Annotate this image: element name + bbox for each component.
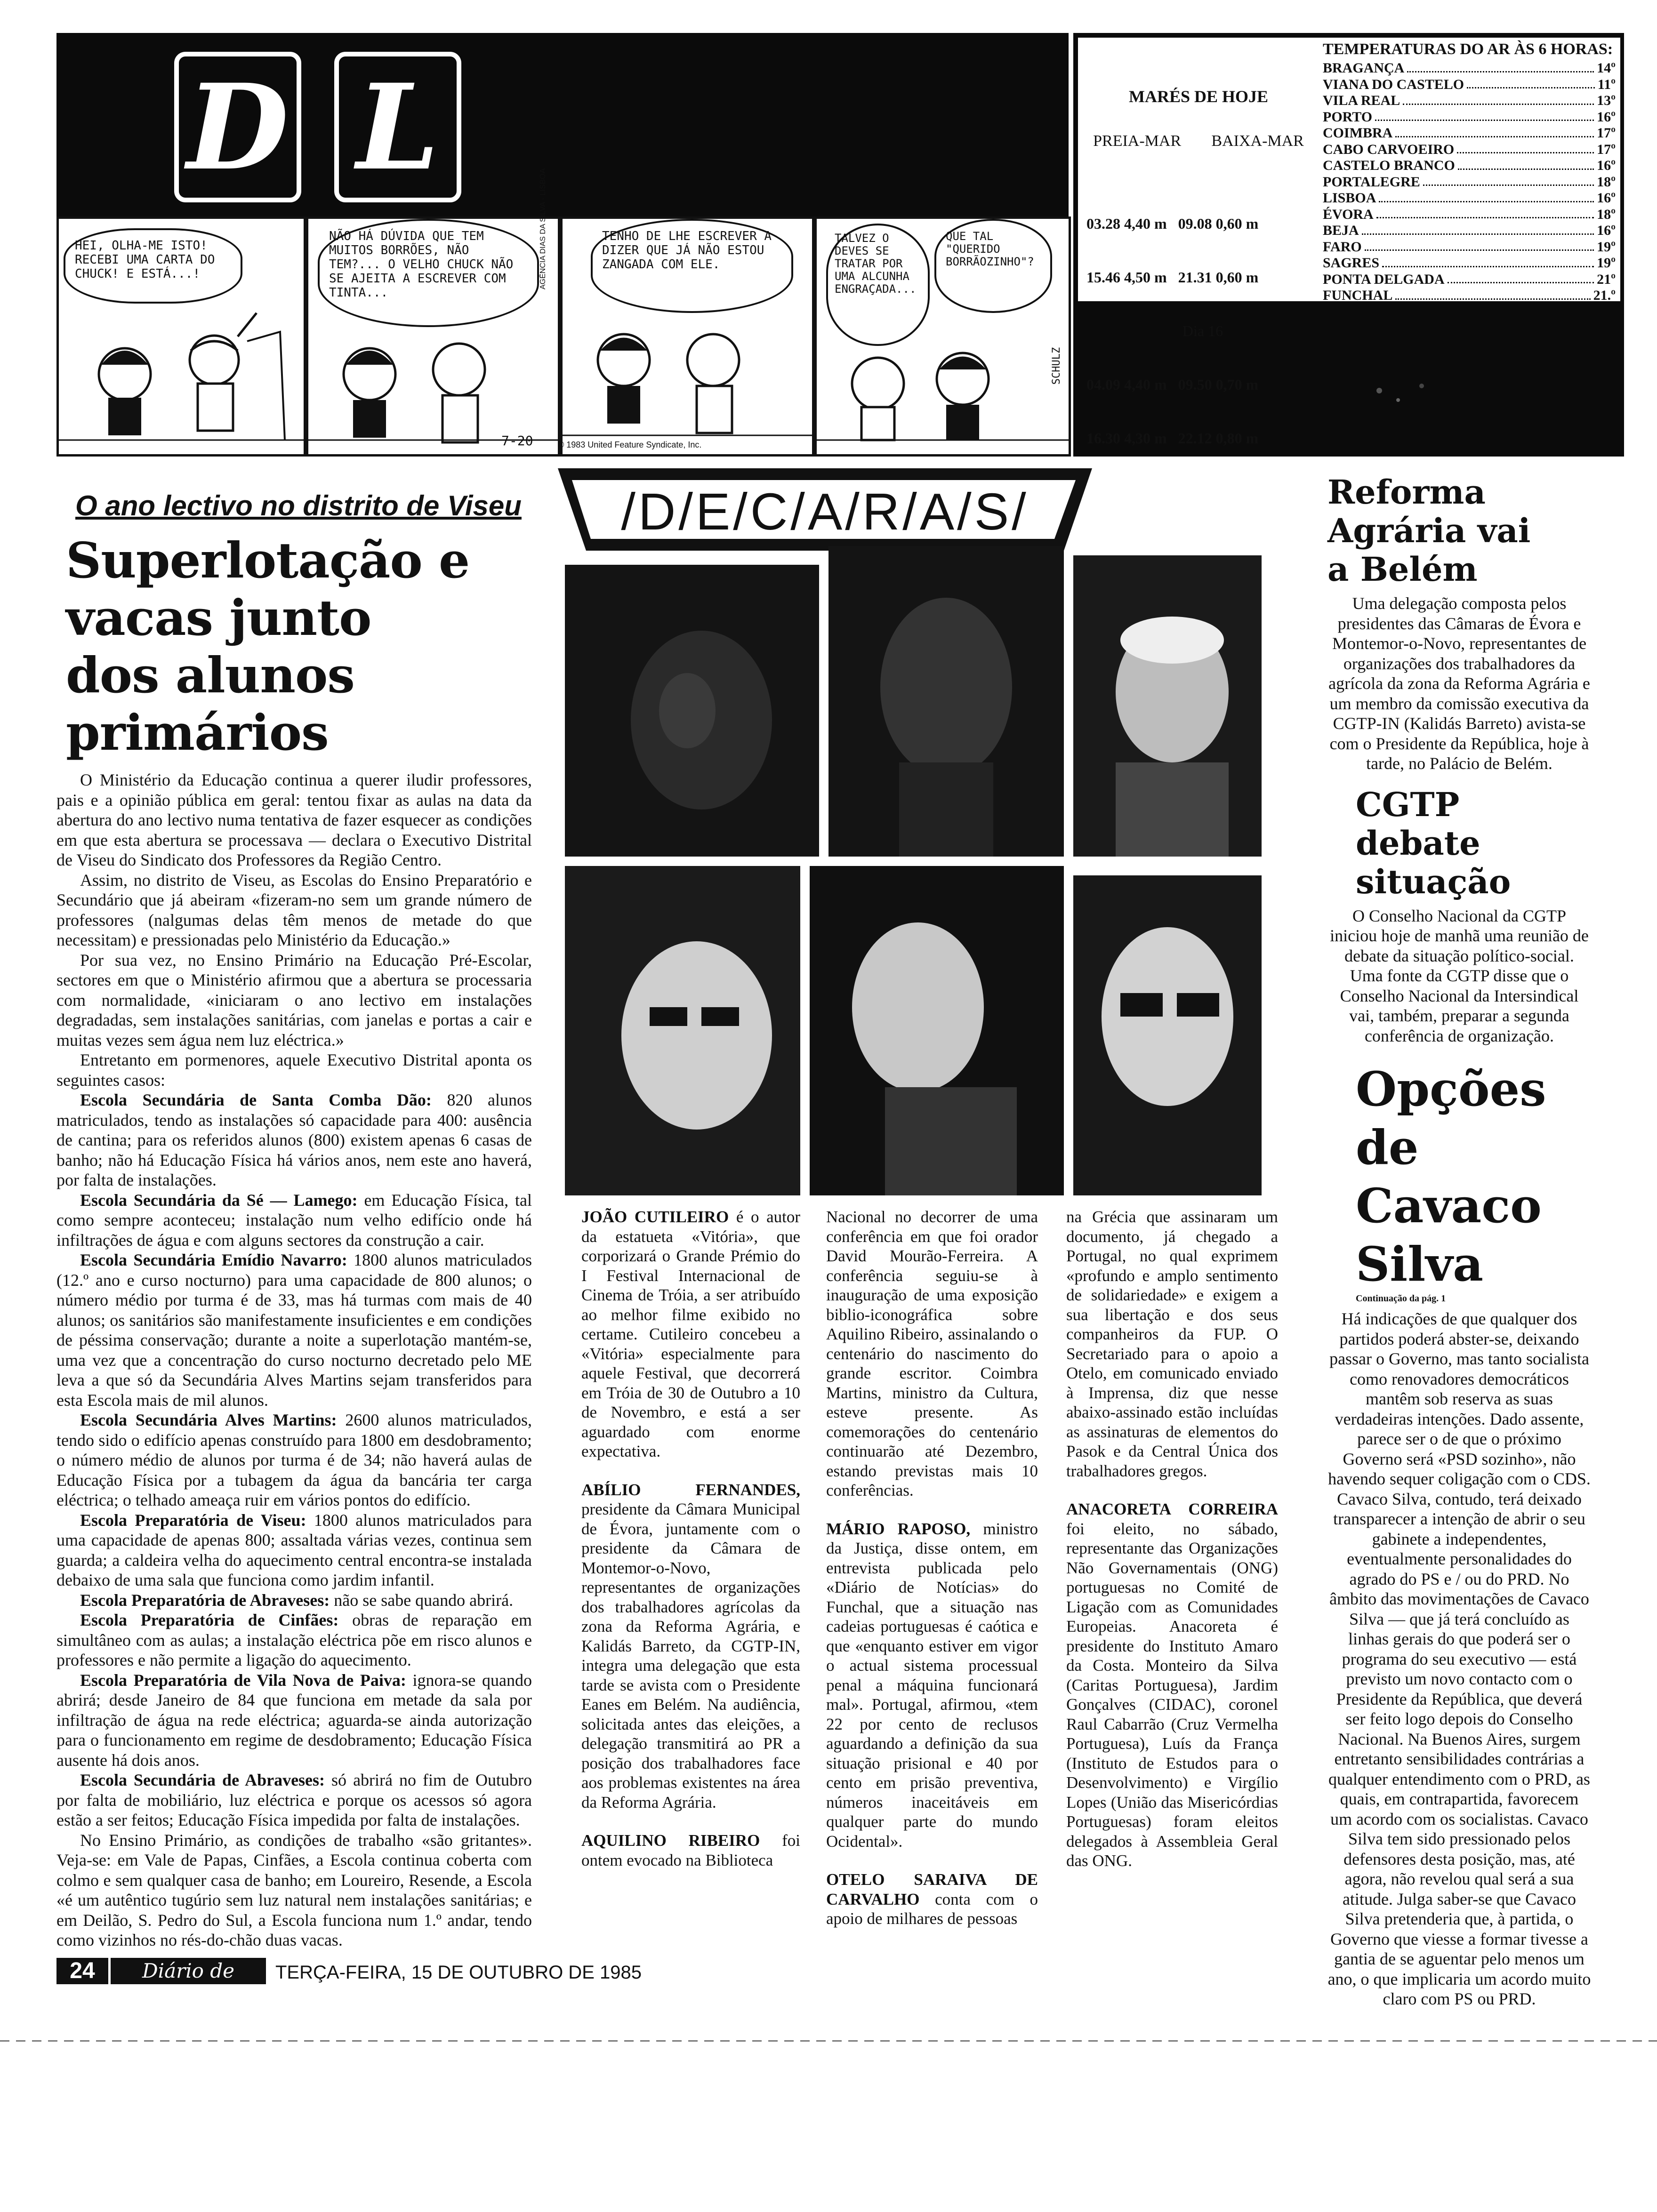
temperature-row <box>1323 223 1616 239</box>
page-number: 24 <box>56 1958 108 1984</box>
reforma-agraria-headline: Reforma Agrária vai a Belém <box>1327 473 1531 589</box>
page-footer <box>56 1958 1469 2009</box>
temperature-city: VILA REAL <box>1323 93 1400 108</box>
comic-drawing-1 <box>59 219 304 454</box>
case-name: Escola Preparatória de Viseu: <box>80 1510 306 1530</box>
decaras-item-lead: MÁRIO RAPOSO, <box>826 1519 971 1538</box>
case-paragraph <box>56 1410 532 1510</box>
temperature-city: BRAGANÇA <box>1323 60 1405 76</box>
decaras-item <box>1066 1207 1278 1481</box>
temperature-row <box>1323 174 1616 191</box>
case-paragraph <box>56 1190 532 1250</box>
article-headline-line1: Superlotação e vacas junto <box>66 531 470 647</box>
case-paragraph <box>56 1090 532 1190</box>
case-paragraph <box>56 1770 532 1830</box>
decaras-item-lead: OTELO SARAIVA DE CARVALHO <box>826 1870 1038 1908</box>
temperature-row <box>1323 239 1616 256</box>
case-text: ignora-se quando abrirá; desde Janeiro de 84 que funciona em metade da sala por infiltração de água na rede eléctrica; aguarda-se ainda autorização para o funcionamento em regime de desdobramento; Educação Física ausente há dois anos. <box>56 1670 532 1770</box>
temperature-leader-dots <box>1379 190 1594 202</box>
case-text: em Educação Física, tal como sempre aconteceu; instalação num velho edifício onde há infiltrações de água e com alguns sectores da construção a cair. <box>56 1190 532 1250</box>
temperature-leader-dots <box>1376 207 1594 219</box>
temperature-leader-dots <box>1365 239 1594 251</box>
comic-panel-2 <box>306 216 560 457</box>
temperature-value: 16º <box>1597 190 1616 206</box>
decaras-item <box>826 1870 1038 1929</box>
tides-col-high: PREIA-MAR <box>1093 132 1182 150</box>
comic-date: 7-20 <box>501 433 533 449</box>
decaras-item <box>826 1207 1038 1500</box>
decaras-item <box>1066 1499 1278 1871</box>
decaras-column-1 <box>581 1207 800 1870</box>
temperature-value: 16º <box>1597 158 1616 173</box>
temperature-row <box>1323 288 1616 304</box>
page-edge-rule <box>0 2040 1657 2042</box>
portrait-shape <box>810 866 1064 1195</box>
decaras-column-3 <box>1066 1207 1278 1871</box>
temperature-leader-dots <box>1467 77 1595 89</box>
case-text: 820 alunos matriculados, tendo as instalações só capacidade para 400: ausência de cantina; para os referidos alunos (800) existem apenas 6 casas de banho; não há Educação Física há vários anos, nem este ano haverá, por falta de instalações. <box>56 1090 532 1189</box>
temperatures-box <box>1319 38 1620 301</box>
temperature-value: 21º <box>1597 271 1616 287</box>
cavaco-headline: Opções de Cavaco Silva <box>1356 1061 1546 1292</box>
temperature-value: 13º <box>1597 93 1616 108</box>
temperature-row <box>1323 190 1616 207</box>
decaras-item-text: na Grécia que assinaram um documento, já chegado a Portugal, no qual exprimem «profundo e amplo sentimento de solidariedade» e exigem a sua libertação e dos seus companheiros da FUP. O Secretariado para o apoio a Otelo, em comunicado enviado à Imprensa, diz que nesse abaixo-assinado estão incluídas as assinaturas de elementos do Pasok e da Central Única dos trabalhadores gregos. <box>1066 1208 1278 1480</box>
comic-drawing-2 <box>308 219 558 454</box>
temperature-city: FUNCHAL <box>1323 288 1393 303</box>
case-name: Escola Preparatória de Abraveses: <box>80 1590 330 1610</box>
temperature-leader-dots <box>1423 174 1594 186</box>
temperature-row <box>1323 272 1616 288</box>
decaras-banner <box>558 468 1092 551</box>
portrait-photo-6 <box>1073 875 1262 1195</box>
temperature-city: PORTO <box>1323 109 1373 125</box>
tides-columns <box>1078 132 1319 151</box>
tides-title: MARÉS DE HOJE <box>1128 87 1269 106</box>
case-name: Escola Secundária Alves Martins: <box>80 1411 337 1429</box>
article-paragraph: Por sua vez, no Ensino Primário na Educação Pré-Escolar, sectores em que o Ministério afirmou que a abertura se processaria com normalidade, «iniciaram o ano lectivo em instalações degradadas, sem instalações sanitárias, com janelas e portas a cair e muitas vezes sem água nem luz eléctrica.» <box>56 950 532 1050</box>
temperature-value: 16º <box>1597 109 1616 125</box>
comic-panel-1 <box>56 216 306 457</box>
article-paragraph: O Ministério da Educação continua a querer iludir professores, pais e a opinião pública em geral: tentou fixar as aulas na data da abertura do ano lectivo numa tentativa de fazer esquecer as condições em que esta abertura se processava — declara o Executivo Distrital de Viseu do Sindicato dos Professores da Região Centro. <box>56 770 532 869</box>
decaras-item <box>581 1207 800 1461</box>
speech-bubble: TALVEZ O DEVES SE TRATAR POR UMA ALCUNHA ENGRAÇADA... <box>826 224 930 346</box>
temperature-leader-dots <box>1458 158 1594 170</box>
decaras-title: /D/E/C/A/R/A/S/ <box>621 483 1029 541</box>
portrait-shape <box>1073 875 1262 1195</box>
case-paragraph <box>56 1510 532 1590</box>
tides-row: 04.09 4,40 m 09.50 0,70 m <box>1086 376 1259 393</box>
temperature-city: ÉVORA <box>1323 206 1374 222</box>
temperature-leader-dots <box>1395 288 1590 300</box>
comic-panel-3 <box>539 168 814 457</box>
speech-bubble: HEI, OLHA-ME ISTO! RECEBI UMA CARTA DO CHUCK! E ESTÁ...! <box>64 228 242 304</box>
case-name: Escola Preparatória de Vila Nova de Paiva: <box>80 1670 406 1690</box>
decaras-item <box>826 1519 1038 1851</box>
temperature-leader-dots <box>1395 125 1594 137</box>
temperature-row <box>1323 93 1616 109</box>
cavaco-text: Há indicações de que qualquer dos partidos poderá abster-se, deixando passar o Governo, mas tanto socialista como renovadores democráticos mantêm sob reserva as suas verdadeiras intenções. Dado assente, parece ser o de que o próximo Governo será «PSD sozinho», não havendo sequer coligação com o CDS. Cavaco Silva, contudo, terá deixado transparecer a intenção de abrir o seu gabinete a independentes, eventualmente personalidades do agrado do PS e / ou do PRD. No âmbito das movimentações de Cavaco Silva — que já terá concluído as linhas gerais do que poderá ser o programa do seu executivo — está previsto um novo contacto com o Presidente da República, que deverá ser feito logo depois do Conselho Nacional. Na Buenos Aires, surgem entretanto sensibilidades contrárias a qualquer entendimento com o PRD, as quais, em contrapartida, favorecem um acordo com os socialistas. Cavaco Silva tem sido pressionado pelos defensores desta posição, mas, até agora, não revelou qual será a sua atitude. Julga saber-se que Cavaco Silva pretenderia que, à partida, o Governo que viesse a formar tivesse a gantia de se aguentar pelo menos um ano, o que implicaria um acordo muito claro com PS ou PRD. <box>1327 1309 1591 2008</box>
case-paragraph <box>56 1590 532 1611</box>
temperature-city: LISBOA <box>1323 190 1376 206</box>
case-text: só abrirá no fim de Outubro por falta de mobiliário, luz eléctrica e porque os acessos só agora estão a ser feitos; Educação Física impedida por falta de instalações. <box>56 1771 532 1829</box>
newspaper-name: Diário de Lisboa <box>111 1958 266 1984</box>
decaras-item-lead: JOÃO CUTILEIRO <box>581 1208 729 1226</box>
temperature-value: 19º <box>1597 255 1616 271</box>
decaras-item-text: ministro da Justiça, disse ontem, em entrevista publicada pelo «Diário de Notícias» do Funchal, que a situação nas cadeias portuguesas é caótica e que «enquanto estiver em vigor o actual sistema processual penal a máquina funcionará mal». Portugal, afirmou, «tem 22 por cento de reclusos aguardando a definição da sua situação prisional e 40 por cento em prisão preventiva, números inaceitáveis em qualquer parte do mundo Ocidental». <box>826 1519 1038 1851</box>
temperature-leader-dots <box>1448 272 1594 284</box>
comic-drawing-3 <box>563 219 812 454</box>
temperature-leader-dots <box>1457 142 1594 154</box>
tides-row: 15.46 4,50 m 21.31 0,60 m <box>1086 269 1259 286</box>
cgtp-headline: CGTP debate situação <box>1356 785 1511 901</box>
temperature-row <box>1323 125 1616 142</box>
portrait-photo-3 <box>1073 555 1262 857</box>
temperature-leader-dots <box>1403 93 1594 105</box>
temperature-city: PORTALEGRE <box>1323 174 1420 190</box>
case-text: 1800 alunos matriculados para uma capacidade de apenas 800; assaltada várias vezes, continua sem guarda; a caldeira velha do aquecimento central encontra-se instalada debaixo de uma sala que funciona como jardim infantil. <box>56 1510 532 1589</box>
temperature-city: SAGRES <box>1323 255 1380 271</box>
portrait-photo-2 <box>828 546 1064 857</box>
comic-signature: SCHULZ <box>1051 347 1063 385</box>
decaras-item <box>581 1831 800 1870</box>
case-paragraph <box>56 1670 532 1771</box>
comic-drawing-4 <box>817 219 1071 454</box>
temperature-value: 18º <box>1597 174 1616 190</box>
article-kicker: O ano lectivo no distrito de Viseu <box>75 490 522 521</box>
temperature-city: CASTELO BRANCO <box>1323 158 1455 173</box>
temperature-value: 18º <box>1597 206 1616 222</box>
portrait-shape <box>565 565 819 857</box>
decaras-item <box>581 1480 800 1812</box>
temperature-leader-dots <box>1382 255 1594 267</box>
comic-strip <box>56 168 1071 457</box>
portrait-photo-5 <box>810 866 1064 1195</box>
portrait-shape <box>828 546 1064 857</box>
portrait-shape <box>565 866 800 1195</box>
case-paragraph <box>56 1610 532 1670</box>
speech-bubble: NÃO HÁ DÚVIDA QUE TEM MUITOS BORRÕES, NÃO TEM?... O VELHO CHUCK NÃO SE AJEITA A ESCREVER COM TINTA... <box>318 219 539 327</box>
comic-agency <box>539 168 547 289</box>
decaras-item-text: conta com o apoio de milhares de pessoas <box>826 1890 1038 1928</box>
temperature-row <box>1323 60 1616 77</box>
article-body <box>56 770 532 1950</box>
temperature-row <box>1323 158 1616 174</box>
cgtp-text-1: O Conselho Nacional da CGTP iniciou hoje de manhã uma reunião de debate da situação político-social. <box>1330 906 1589 965</box>
comic-panel-4 <box>814 216 1071 457</box>
article-viseu <box>56 489 532 1950</box>
case-text: não se sabe quando abrirá. <box>334 1590 514 1610</box>
temperature-city: CABO CARVOEIRO <box>1323 141 1455 157</box>
temperature-row <box>1323 207 1616 223</box>
portrait-shape <box>1073 555 1262 857</box>
decaras-column-2 <box>826 1207 1038 1929</box>
decaras-item-text: é o autor da estatueta «Vitória», que corporizará o Grande Prémio do I Festival Internacional de Cinema de Tróia, a ser atribuído ao melhor filme exibido no certame. Cutileiro concebeu a «Vitória» especialmente para aquele Festival, que decorrerá em Tróia de 30 de Outubro a 10 de Novembro, e está a ser aguardado com enorme expectativa. <box>581 1208 801 1460</box>
temperature-city: VIANA DO CASTELO <box>1323 76 1464 92</box>
weather-box <box>1073 33 1624 457</box>
masthead <box>56 33 1069 219</box>
decaras-item-lead: ANACORETA CORREIRA <box>1066 1500 1278 1518</box>
comic-agency-text: AGÊNCIA DIAS DA SILVA - LISBOA <box>539 168 547 289</box>
case-name: Escola Secundária de Abraveses: <box>80 1771 325 1789</box>
tides-box <box>1078 38 1319 447</box>
temperature-city: COIMBRA <box>1323 125 1393 141</box>
temperature-city: PONTA DELGADA <box>1323 271 1445 287</box>
temperature-leader-dots <box>1362 223 1594 235</box>
temperature-row <box>1323 255 1616 272</box>
temperature-value: 17º <box>1597 141 1616 157</box>
issue-date: TERÇA-FEIRA, 15 DE OUTUBRO DE 1985 <box>275 1962 642 1983</box>
cavaco-continuation: Continuação da pág. 1 <box>1356 1293 1446 1304</box>
tides-col-low: BAIXA-MAR <box>1211 132 1304 150</box>
case-name: Escola Secundária da Sé — Lamego: <box>80 1190 358 1210</box>
temperature-city: FARO <box>1323 239 1362 255</box>
logo-d: D <box>174 52 301 202</box>
temperature-value: 11º <box>1597 76 1616 92</box>
temperature-row <box>1323 142 1616 158</box>
case-name: Escola Secundária de Santa Comba Dão: <box>80 1090 432 1109</box>
case-paragraph <box>56 1250 532 1410</box>
tides-table <box>1078 179 1319 483</box>
temperatures-title: TEMPERATURAS DO AR ÀS 6 HORAS: <box>1323 40 1613 58</box>
decaras-item-text: presidente da Câmara Municipal de Évora, juntamente com o presidente da Câmara de Montemor-o-Novo, representantes de organizações dos trabalhadores agrícolas da zona da Reforma Agrária, e Kalidás Barreto, da CGTP-IN, integra uma delegação que esta tarde se avista com o Presidente Eanes em Belém. Na audiência, solicitada antes das eleições, a delegação transmitirá ao PR a posição dos trabalhadores face aos problemas existentes na área da Reforma Agrária. <box>581 1500 800 1811</box>
article-paragraph: Assim, no distrito de Viseu, as Escolas do Ensino Preparatório e Secundário que já abeiram «fizeram-no sem um grande número de professores (nalgumas delas têm menos de metade do que necessitam) e pressionadas pelo Ministério da Educação.» <box>56 870 532 949</box>
case-name: Escola Secundária Emídio Navarro: <box>80 1250 347 1269</box>
tides-row: 03.28 4,40 m 09.08 0,60 m <box>1086 215 1259 232</box>
reforma-agraria-text: Uma delegação composta pelos presidentes das Câmaras de Évora e Montemor-o-Novo, representantes de organizações dos trabalhadores da agrícola da zona da Reforma Agrária e um membro da comissão executiva da CGTP-IN (Kalidás Barreto) avista-se com o Presidente da República, hoje à tarde, no Palácio de Belém. <box>1328 594 1590 773</box>
logo-l: L <box>334 52 461 202</box>
speech-bubble: QUE TAL "QUERIDO BORRÃOZINHO"? <box>934 219 1052 313</box>
case-text: 2600 alunos matriculados, tendo sido o edifício apenas construído para 1800 em desdobramento; o número médio de alunos por turma é de 34; não haverá aulas de Educação Física por a tubagem da água da bancária ter carga eléctrica; o telhado ameaça ruir em vários pontos do edifício. <box>56 1411 532 1509</box>
decaras-item-text: foi eleito, no sábado, representante das Organizações Não Governamentais (ONG) portuguesas no Comité de Ligação com as Comunidades Europeias. Anacoreta é presidente do Instituto Amaro da Costa. Monteiro da Silva (Caritas Portuguesa), Jardim Gonçalves (CIDAC), coronel Raul Cabarrão (Cruz Vermelha Portuguesa), Luís da França (Instituto de Estudos para o Desenvolvimento) e Virgílio Lopes (União das Misericórdias Portuguesas) foram eleitos delegados à Assembleia Geral das ONG. <box>1066 1519 1278 1870</box>
temperature-value: 21.º <box>1593 288 1616 303</box>
tides-row: Dia 16 <box>1182 322 1223 339</box>
comic-copyright: © 1983 United Feature Syndicate, Inc. <box>558 440 702 449</box>
temperature-row <box>1323 109 1616 126</box>
speech-bubble: TENHO DE LHE ESCREVER A DIZER QUE JÁ NÃO ESTOU ZANGADA COM ELE. <box>591 219 793 313</box>
temperature-value: 14º <box>1597 60 1616 76</box>
temperature-value: 16º <box>1597 223 1616 238</box>
temperature-leader-dots <box>1407 60 1594 72</box>
article-paragraph: No Ensino Primário, as condições de trabalho «são gritantes». Veja-se: em Vale de Papas, Cinfães, a Escola continua coberta com colmo e sem qualquer casa de banho; em Loureiro, Resende, a Escola «é um autêntico tugúrio sem luz natural nem instalações sanitárias; e em Deilão, S. Pedro do Sul, a Escola funciona num 1.º andar, tendo como vizinhos no rés-do-chão duas vacas. <box>56 1830 532 1949</box>
portrait-photo-1 <box>565 565 819 857</box>
article-paragraph: Entretanto em pormenores, aquele Executivo Distrital aponta os seguintes casos: <box>56 1050 532 1090</box>
case-name: Escola Preparatória de Cinfães: <box>80 1611 339 1629</box>
temperature-row <box>1323 77 1616 93</box>
tides-row: 16.30 4,30 m 22.12 0,80 m <box>1086 430 1259 447</box>
temperature-value: 19º <box>1597 239 1616 255</box>
case-text: obras de reparação em simultâneo com as aulas; a instalação eléctrica põe em risco alunos e professores e não permite a ligação do aquecimento. <box>56 1611 532 1669</box>
cgtp-text-2: Uma fonte da CGTP disse que o Conselho Nacional da Intersindical vai, também, preparar a segunda conferência de organização. <box>1340 966 1579 1045</box>
decaras-item-text: Nacional no decorrer de uma conferência em que foi orador David Mourão-Ferreira. A conferência seguiu-se à inauguração de uma exposição biblio-iconográfica sobre Aquilino Ribeiro, assinalando o centenário do nascimento do grande escritor. Coimbra Martins, ministro da Cultura, esteve presente. As comemorações do centenário continuarão até Dezembro, estando previstas mais 10 conferências. <box>826 1208 1038 1499</box>
decaras-item-text: foi ontem evocado na Biblioteca <box>581 1831 800 1869</box>
temperatures-list <box>1319 60 1620 304</box>
temperature-leader-dots <box>1375 109 1594 121</box>
weather-photo-texture <box>1323 348 1615 442</box>
right-column <box>1318 473 1601 2009</box>
decaras-item-lead: AQUILINO RIBEIRO <box>581 1831 760 1850</box>
temperature-city: BEJA <box>1323 223 1359 238</box>
case-text: 1800 alunos matriculados (12.º ano e curso nocturno) para uma capacidade de 800 alunos; o número médio por turma é de 33, mas há turmas com mais de 40 alunos; os sanitários são manifestamente insuficientes e em condições de péssima conservação; durante a noite a superlotação mantém-se, uma vez que a concentração do curso nocturno decretado pelo ME leva a que só da Secundária Alves Martins sejam transferidos para esta Escola mais de mil alunos. <box>56 1250 532 1410</box>
temperature-value: 17º <box>1597 125 1616 141</box>
decaras-item-lead: ABÍLIO FERNANDES, <box>581 1480 800 1499</box>
portrait-photo-4 <box>565 866 800 1195</box>
article-headline-line2: dos alunos primários <box>66 646 354 761</box>
